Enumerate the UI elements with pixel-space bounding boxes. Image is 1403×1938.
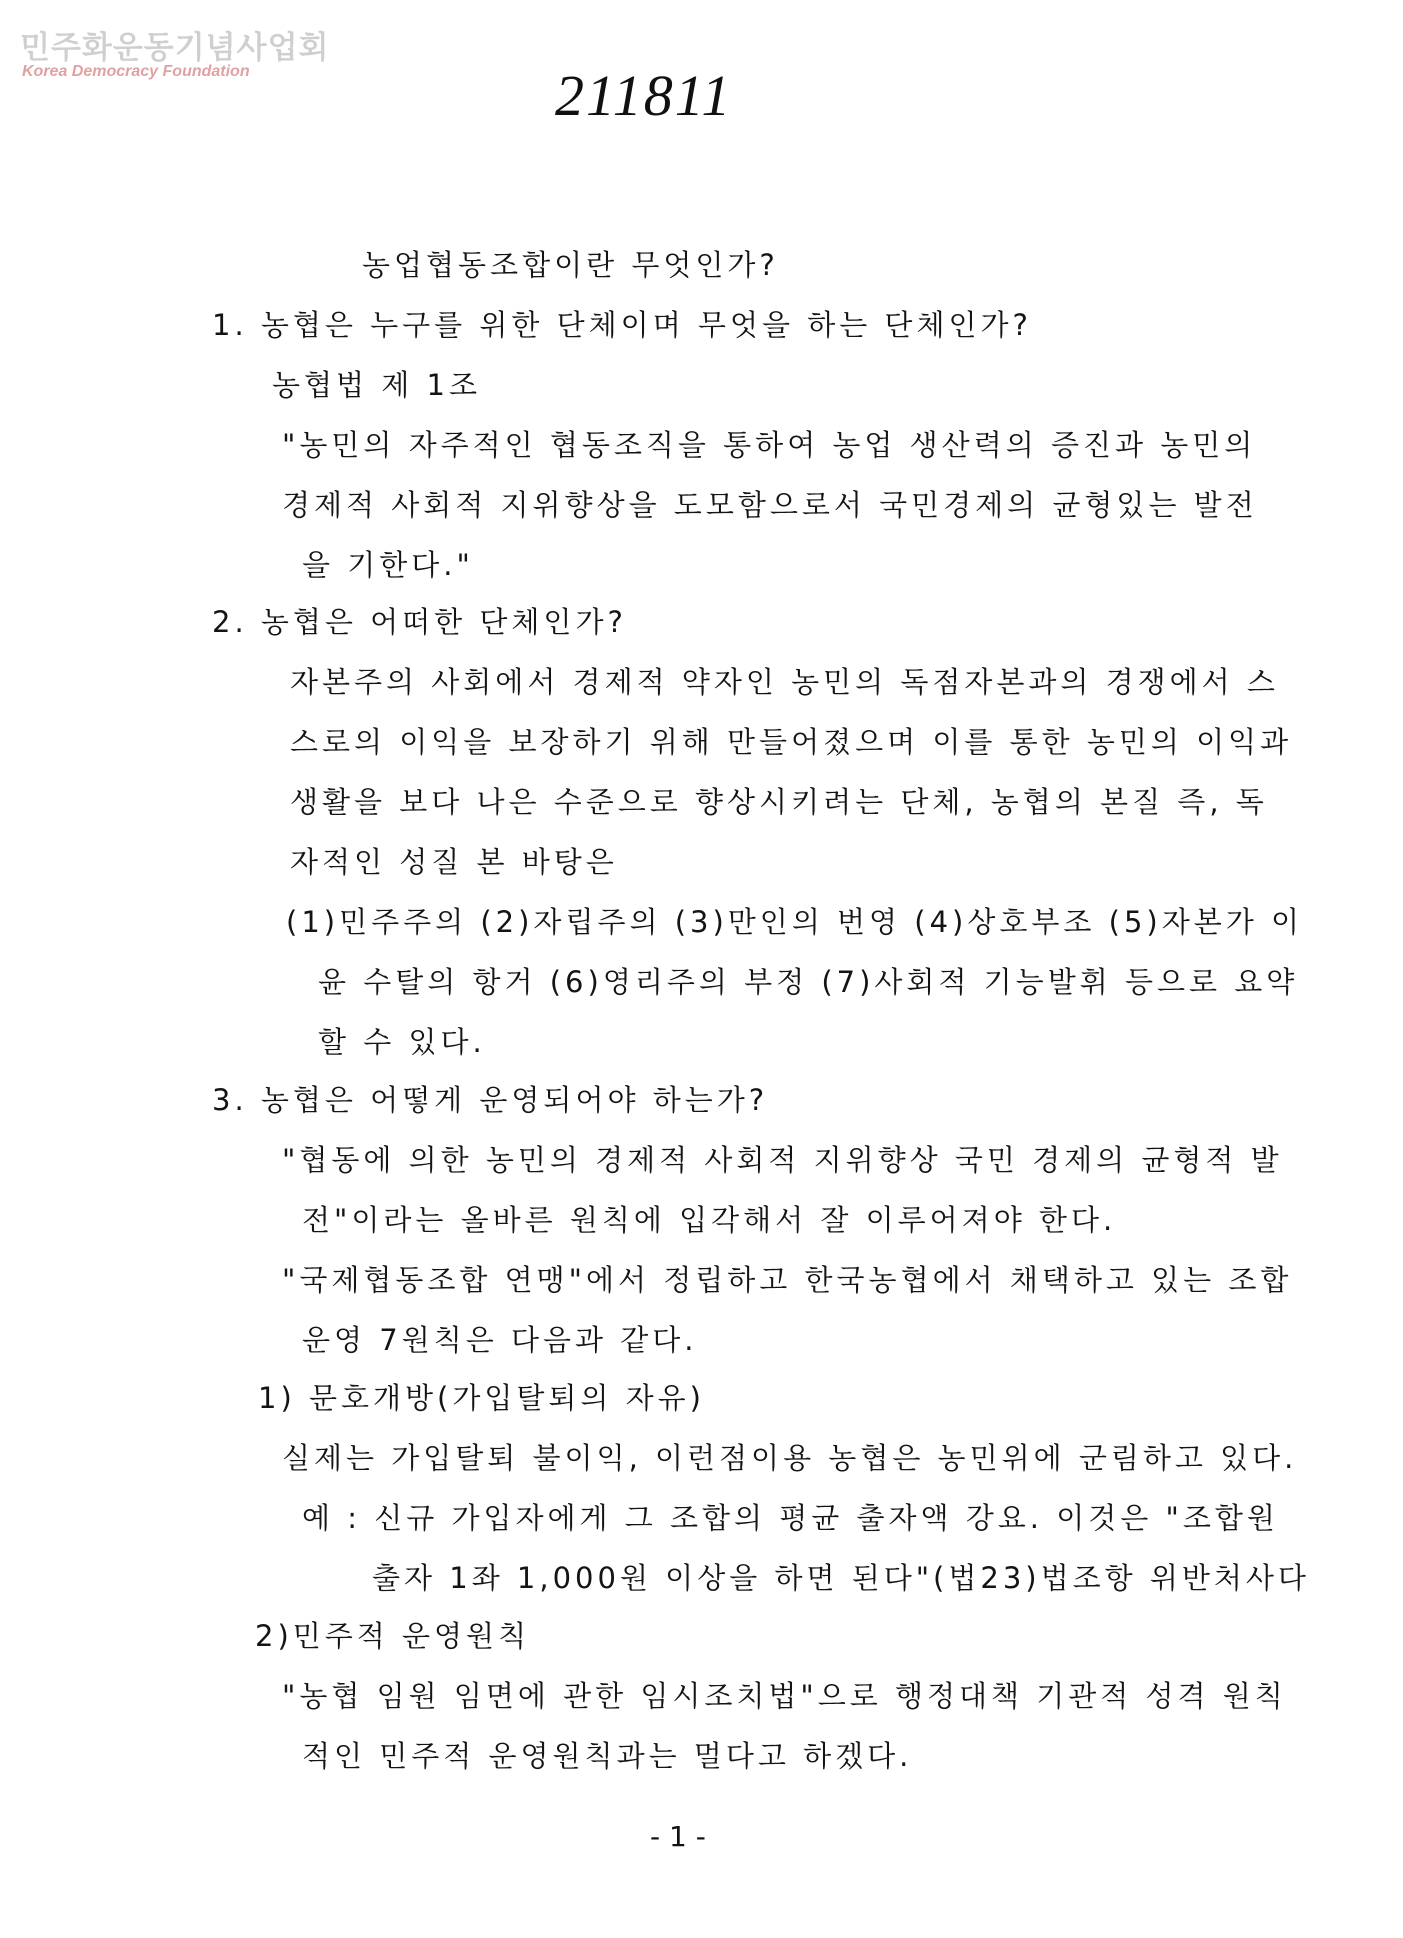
section-1-heading: 1. 농협은 누구를 위한 단체이며 무엇을 하는 단체인가?	[212, 308, 1032, 342]
page-number: - 1 -	[650, 1820, 706, 1853]
body-line: 출자 1좌 1,000원 이상을 하면 된다"(법23)법조항 위반처사다	[372, 1561, 1310, 1595]
body-line: 스로의 이익을 보장하기 위해 만들어졌으며 이를 통한 농민의 이익과	[290, 725, 1293, 759]
body-line: 생활을 보다 나은 수준으로 향상시키려는 단체, 농협의 본질 즉, 독	[290, 785, 1268, 819]
body-line: "국제협동조합 연맹"에서 정립하고 한국농협에서 채택하고 있는 조합	[282, 1263, 1293, 1297]
body-line: 자본주의 사회에서 경제적 약자인 농민의 독점자본과의 경쟁에서 스	[290, 665, 1279, 699]
document-number: 211811	[555, 63, 733, 128]
watermark-korean: 민주화운동기념사업회	[20, 30, 330, 66]
body-line: (1)민주주의 (2)자립주의 (3)만인의 번영 (4)상호부조 (5)자본가 이	[286, 905, 1303, 939]
body-line: 할 수 있다.	[318, 1025, 486, 1059]
subsection-heading: 2)민주적 운영원칙	[255, 1619, 531, 1653]
body-line: 운영 7원칙은 다음과 같다.	[302, 1323, 698, 1357]
body-line: 전"이라는 올바른 원칙에 입각해서 잘 이루어져야 한다.	[302, 1203, 1117, 1237]
section-2-heading: 2. 농협은 어떠한 단체인가?	[212, 605, 627, 639]
body-line: 예 : 신규 가입자에게 그 조합의 평균 출자액 강요. 이것은 "조합원	[302, 1501, 1279, 1535]
body-line: 농협법 제 1조	[272, 368, 481, 402]
subsection-heading: 1) 문호개방(가입탈퇴의 자유)	[258, 1381, 705, 1415]
body-line: 자적인 성질 본 바탕은	[290, 845, 618, 879]
body-line: 윤 수탈의 항거 (6)영리주의 부정 (7)사회적 기능발휘 등으로 요약	[318, 965, 1299, 999]
body-line: "농협 임원 임면에 관한 임시조치법"으로 행정대책 기관적 성격 원칙	[282, 1679, 1287, 1713]
body-line: "농민의 자주적인 협동조직을 통하여 농업 생산력의 증진과 농민의	[282, 428, 1257, 462]
body-line: 실제는 가입탈퇴 불이익, 이런점이용 농협은 농민위에 군림하고 있다.	[282, 1441, 1298, 1475]
body-line: "협동에 의한 농민의 경제적 사회적 지위향상 국민 경제의 균형적 발	[282, 1143, 1283, 1177]
watermark-english: Korea Democracy Foundation	[22, 63, 250, 80]
body-line: 경제적 사회적 지위향상을 도모함으로서 국민경제의 균형있는 발전	[282, 488, 1258, 522]
section-3-heading: 3. 농협은 어떻게 운영되어야 하는가?	[212, 1083, 769, 1117]
body-line: 을 기한다."	[302, 548, 474, 582]
body-line: 적인 민주적 운영원칙과는 멀다고 하겠다.	[302, 1739, 913, 1773]
document-title: 농업협동조합이란 무엇인가?	[362, 248, 779, 282]
